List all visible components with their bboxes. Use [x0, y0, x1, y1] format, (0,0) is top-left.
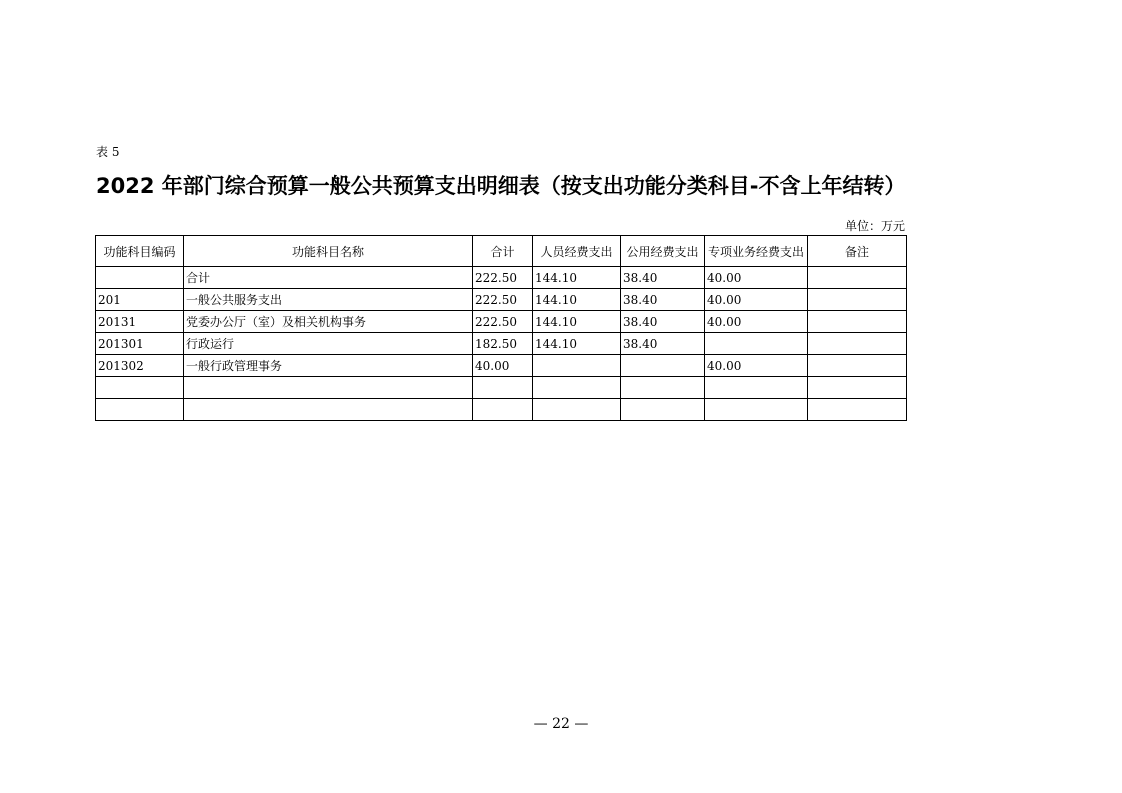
table-cell	[808, 289, 907, 311]
table-cell: 201301	[96, 333, 184, 355]
table-cell: 222.50	[473, 311, 533, 333]
table-cell	[621, 355, 705, 377]
table-cell	[808, 355, 907, 377]
table-cell	[96, 399, 184, 421]
table-cell	[184, 399, 473, 421]
table-cell	[808, 267, 907, 289]
table-row	[96, 377, 907, 399]
table-cell	[184, 377, 473, 399]
table-cell: 一般公共服务支出	[184, 289, 473, 311]
table-cell: 182.50	[473, 333, 533, 355]
table-cell: 40.00	[705, 289, 808, 311]
table-cell: 201302	[96, 355, 184, 377]
table-cell: 144.10	[533, 289, 621, 311]
column-header: 功能科目编码	[96, 236, 184, 267]
table-row	[96, 333, 907, 355]
unit-label: 单位：万元	[844, 219, 905, 233]
table-cell	[808, 311, 907, 333]
table-label: 表 5	[96, 145, 120, 159]
table-cell	[705, 333, 808, 355]
table-header-row	[96, 236, 907, 267]
table-cell: 144.10	[533, 267, 621, 289]
column-header: 专项业务经费支出	[705, 236, 808, 267]
table-row	[96, 289, 907, 311]
table-cell	[808, 399, 907, 421]
table-cell: 38.40	[621, 311, 705, 333]
table-cell: 党委办公厅（室）及相关机构事务	[184, 311, 473, 333]
table-cell: 144.10	[533, 333, 621, 355]
table-cell: 38.40	[621, 289, 705, 311]
table-cell	[473, 399, 533, 421]
table-row	[96, 355, 907, 377]
budget-table	[95, 235, 907, 421]
table-cell	[808, 377, 907, 399]
table-cell: 40.00	[705, 267, 808, 289]
table-cell	[533, 355, 621, 377]
column-header: 备注	[808, 236, 907, 267]
table-cell: 222.50	[473, 267, 533, 289]
page-number: — 22 —	[533, 716, 589, 732]
table-cell: 合计	[184, 267, 473, 289]
table-cell	[621, 399, 705, 421]
column-header: 人员经费支出	[533, 236, 621, 267]
table-row	[96, 311, 907, 333]
table-cell	[96, 267, 184, 289]
table-cell: 222.50	[473, 289, 533, 311]
table-cell: 40.00	[705, 311, 808, 333]
table-cell: 40.00	[705, 355, 808, 377]
table-cell	[808, 333, 907, 355]
table-cell: 行政运行	[184, 333, 473, 355]
table-cell	[705, 377, 808, 399]
table-cell: 38.40	[621, 267, 705, 289]
table-cell: 38.40	[621, 333, 705, 355]
column-header: 公用经费支出	[621, 236, 705, 267]
table-cell: 40.00	[473, 355, 533, 377]
table-cell	[473, 377, 533, 399]
table-cell	[533, 399, 621, 421]
table-cell	[621, 377, 705, 399]
table-row	[96, 267, 907, 289]
table-cell	[705, 399, 808, 421]
table-cell: 144.10	[533, 311, 621, 333]
page-title: 2022 年部门综合预算一般公共预算支出明细表（按支出功能分类科目-不含上年结转）	[96, 174, 906, 198]
table-row	[96, 399, 907, 421]
table-cell: 201	[96, 289, 184, 311]
table-cell	[96, 377, 184, 399]
table-cell: 一般行政管理事务	[184, 355, 473, 377]
column-header: 合计	[473, 236, 533, 267]
column-header: 功能科目名称	[184, 236, 473, 267]
table-cell	[533, 377, 621, 399]
table-cell: 20131	[96, 311, 184, 333]
